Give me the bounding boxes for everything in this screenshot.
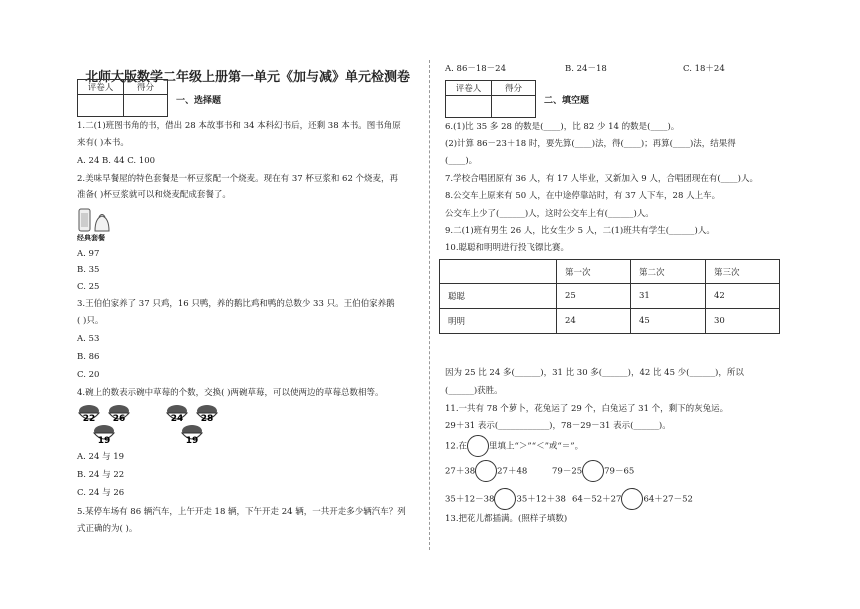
q6-line2: (2)计算 86－23＋18 时，要先算(____)法，得(____)；再算(____)法，结果得 — [445, 139, 736, 149]
bowl-icon — [182, 425, 202, 446]
bowl-number: 24 — [170, 414, 184, 424]
reviewer-label: 评卷人 — [78, 80, 124, 95]
comparison-left: 79－25 — [552, 466, 583, 477]
q5-line1: 5.某停车场有 86 辆汽车，上午开走 18 辆，下午开走 24 辆，一共开走多少辆汽车？列 — [77, 507, 406, 517]
q13: 13.把花儿都插满。(照样子填数) — [445, 514, 568, 524]
q10-line3: (______)获胜。 — [445, 386, 503, 396]
table-row — [440, 284, 780, 309]
q8-line2: 公交车上少了(______)人，这时公交车上有(______)人。 — [445, 209, 654, 219]
q12-row1-item2 — [552, 460, 634, 482]
score-table-right — [445, 80, 536, 118]
q1-line2: 来有( )本书。 — [77, 138, 129, 148]
q5-option-c[interactable]: C. 18＋24 — [683, 64, 725, 74]
darts-header-2: 第二次 — [631, 260, 706, 284]
answer-circle[interactable] — [475, 460, 497, 482]
q4-option-c[interactable]: C. 24 与 26 — [77, 488, 125, 498]
table-row — [440, 309, 780, 334]
q6-line3: (____)。 — [445, 156, 478, 166]
q7: 7.学校合唱团原有 36 人，有 17 人毕业，又新加入 9 人，合唱团现在有(____)人。 — [445, 174, 758, 184]
score-table-left — [77, 79, 168, 117]
q1-line1: 1.二(1)班图书角的书，借出 28 本故事书和 34 本科幻书后，还剩 38 本书。图书角原 — [77, 121, 401, 131]
q9: 9.二(1)班有男生 26 人，比女生少 5 人，二(1)班共有学生(______)人。 — [445, 226, 715, 236]
darts-cell: 明明 — [440, 309, 557, 334]
score-label: 得分 — [492, 81, 536, 96]
q3-option-b[interactable]: B. 86 — [77, 352, 100, 362]
q3-line1: 3.王伯伯家养了 37 只鸡，16 只鸭，养的鹅比鸡和鸭的总数少 33 只。王伯伯家养鹅 — [77, 299, 395, 309]
bowl-number: 19 — [185, 436, 199, 446]
darts-cell: 31 — [631, 284, 706, 309]
bowls-right-image — [165, 403, 221, 447]
q12-row2-item1 — [445, 488, 566, 510]
q2-line1: 2.美味早餐屋的特色套餐是一杯豆浆配一个烧麦。现在有 37 杯豆浆和 62 个烧麦，再 — [77, 174, 399, 184]
q12-post: 里填上“＞”“＜”或“＝”。 — [489, 441, 584, 452]
page-title: 北师大版数学二年级上册第一单元《加与减》单元检测卷 — [85, 70, 411, 85]
darts-cell: 聪聪 — [440, 284, 557, 309]
q4-option-b[interactable]: B. 24 与 22 — [77, 470, 125, 480]
q10-line2: 因为 25 比 24 多(______)，31 比 30 多(______)，42 比 45 少(______)，所以 — [445, 368, 744, 378]
siumai-shape — [95, 216, 109, 231]
darts-header-blank — [440, 260, 557, 284]
bowl-icon — [167, 405, 187, 424]
comparison-left: 35＋12－38 — [445, 494, 495, 505]
comparison-right: 35＋12＋38 — [516, 494, 566, 505]
darts-cell: 25 — [557, 284, 631, 309]
q12-row2-item2 — [572, 488, 693, 510]
column-divider — [429, 60, 430, 550]
bowl-number: 26 — [112, 414, 126, 424]
comparison-left: 27＋38 — [445, 466, 476, 477]
q5-option-b[interactable]: B. 24－18 — [565, 64, 607, 74]
answer-circle[interactable] — [582, 460, 604, 482]
section-fill: 二、填空题 — [544, 96, 590, 106]
darts-cell: 30 — [706, 309, 780, 334]
q2-option-c[interactable]: C. 25 — [77, 282, 100, 292]
q8-line1: 8.公交车上原来有 50 人，在中途停靠站时，有 37 人下车，28 人上车。 — [445, 191, 721, 201]
comparison-right: 64＋27－52 — [643, 494, 693, 505]
q4-option-a[interactable]: A. 24 与 19 — [77, 452, 125, 462]
breakfast-set-image — [77, 206, 117, 234]
q12-instruction — [445, 435, 583, 457]
q2-caption: 经典套餐 — [77, 233, 105, 242]
comparison-left: 64－52＋27 — [572, 494, 622, 505]
q3-option-c[interactable]: C. 20 — [77, 370, 100, 380]
bowls-left-image — [77, 403, 133, 447]
q4-line1: 4.碗上的数表示碗中草莓的个数，交换( )两碗草莓，可以使两边的草莓总数相等。 — [77, 388, 384, 398]
score-cell[interactable] — [124, 95, 168, 117]
comparison-right: 27＋48 — [497, 466, 528, 477]
q11-line2: 29＋31 表示(____________)，78－29－31 表示(______)。 — [445, 421, 671, 431]
answer-circle[interactable] — [494, 488, 516, 510]
answer-circle[interactable] — [621, 488, 643, 510]
q5-line2: 式正确的为( )。 — [77, 524, 138, 534]
reviewer-label: 评卷人 — [446, 81, 492, 96]
bowl-number: 28 — [200, 414, 214, 424]
reviewer-cell[interactable] — [78, 95, 124, 117]
bowl-icon — [197, 405, 217, 424]
darts-cell: 42 — [706, 284, 780, 309]
bowl-icon — [94, 425, 114, 446]
bowl-icon — [79, 405, 99, 424]
darts-header-3: 第三次 — [706, 260, 780, 284]
q6-line1: 6.(1)比 35 多 28 的数是(____)，比 82 少 14 的数是(____)。 — [445, 122, 680, 132]
darts-cell: 24 — [557, 309, 631, 334]
q12-row1-item1 — [445, 460, 527, 482]
q2-option-b[interactable]: B. 35 — [77, 265, 100, 275]
darts-header-1: 第一次 — [557, 260, 631, 284]
score-cell[interactable] — [492, 96, 536, 118]
reviewer-cell[interactable] — [446, 96, 492, 118]
darts-table — [439, 259, 780, 334]
section-choice: 一、选择题 — [176, 96, 222, 106]
q3-option-a[interactable]: A. 53 — [77, 334, 100, 344]
bowl-icon — [109, 405, 129, 424]
q2-line2: 准备( )杯豆浆就可以和烧麦配成套餐了。 — [77, 190, 231, 200]
bowl-number: 19 — [97, 436, 111, 446]
answer-circle — [467, 435, 489, 457]
q5-option-a[interactable]: A. 86－18－24 — [445, 64, 506, 74]
darts-cell: 45 — [631, 309, 706, 334]
q11-line1: 11.一共有 78 个萝卜，花兔运了 29 个，白兔运了 31 个，剩下的灰兔运。 — [445, 404, 729, 414]
q2-option-a[interactable]: A. 97 — [77, 249, 100, 259]
comparison-right: 79－65 — [604, 466, 635, 477]
q12-pre: 12.在 — [445, 441, 468, 452]
bowl-number: 22 — [82, 414, 96, 424]
score-label: 得分 — [124, 80, 168, 95]
q3-line2: ( )只。 — [77, 316, 104, 326]
q1-options[interactable]: A. 24 B. 44 C. 100 — [77, 156, 156, 166]
q10: 10.聪聪和明明进行投飞镖比赛。 — [445, 243, 570, 253]
